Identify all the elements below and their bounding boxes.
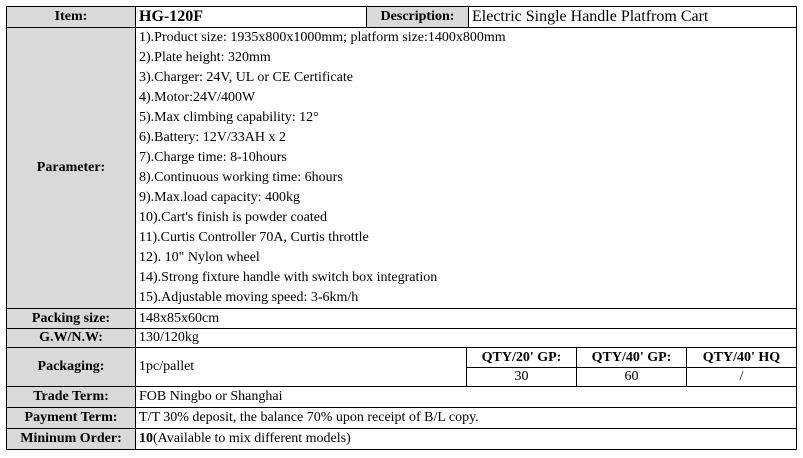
grid-line	[796, 6, 797, 450]
parameter-line: 6).Battery: 12V/33AH x 2	[139, 130, 286, 145]
trade-term-label: Trade Term:	[7, 387, 135, 407]
parameter-line: 11).Curtis Controller 70A, Curtis throttle	[139, 230, 369, 245]
item-label: Item:	[7, 7, 135, 27]
payment-term-value: T/T 30% deposit, the balance 70% upon receipt of B/L copy.	[139, 410, 479, 425]
grid-line	[6, 428, 797, 429]
parameter-line: 3).Charger: 24V, UL or CE Certificate	[139, 70, 353, 85]
parameter-line: 1).Product size: 1935x800x1000mm; platform size:1400x800mm	[139, 30, 506, 45]
parameter-line: 4).Motor:24V/400W	[139, 90, 256, 105]
parameter-line: 5).Max climbing capability: 12°	[139, 110, 319, 125]
grid-line	[6, 328, 797, 329]
minimum-order-value	[136, 429, 796, 449]
minimum-order-note: (Available to mix different models)	[153, 431, 351, 446]
parameter-line: 2).Plate height: 320mm	[139, 50, 271, 65]
trade-term-value: FOB Ningbo or Shanghai	[139, 389, 283, 404]
qty-40hq-header: QTY/40' HQ	[702, 349, 781, 365]
parameter-list	[136, 28, 796, 308]
item-value: HG-120F	[139, 8, 203, 25]
parameter-line: 14).Strong fixture handle with switch box integration	[139, 270, 438, 285]
grid-line	[6, 347, 797, 348]
spec-sheet-table	[6, 6, 797, 450]
grid-line	[686, 347, 687, 387]
qty-40gp-value: 60	[624, 369, 639, 384]
qty-20gp-header: QTY/20' GP:	[481, 349, 562, 365]
packaging-label: Packaging:	[7, 348, 135, 386]
description-value: Electric Single Handle Platfrom Cart	[472, 8, 709, 25]
grid-line	[468, 6, 469, 28]
grid-line	[466, 367, 797, 368]
grid-line	[6, 308, 797, 309]
parameter-line: 15).Adjustable moving speed: 3-6km/h	[139, 290, 359, 305]
grid-line	[366, 6, 367, 28]
grid-line	[135, 6, 136, 450]
grid-line	[6, 27, 797, 28]
grid-line	[576, 347, 577, 387]
grid-line	[466, 347, 467, 387]
parameter-line: 7).Charge time: 8-10hours	[139, 150, 287, 165]
grid-line	[6, 386, 797, 387]
weight-value: 130/120kg	[139, 330, 199, 345]
qty-40gp-header: QTY/40' GP:	[591, 349, 672, 365]
parameter-line: 10).Cart's finish is powder coated	[139, 210, 327, 225]
payment-term-label: Payment Term:	[7, 408, 135, 428]
parameter-line: 8).Continuous working time: 6hours	[139, 170, 343, 185]
grid-line	[6, 6, 7, 450]
packing-size-value: 148x85x60cm	[139, 310, 220, 326]
parameter-line: 12). 10" Nylon wheel	[139, 250, 260, 265]
parameter-line: 9).Max.load capacity: 400kg	[139, 190, 300, 205]
minimum-order-quantity: 10	[139, 431, 153, 446]
description-label: Description:	[367, 7, 468, 27]
grid-line	[6, 6, 797, 7]
grid-line	[6, 449, 797, 450]
weight-label: G.W/N.W:	[7, 329, 135, 347]
parameter-label: Parameter:	[7, 28, 135, 308]
grid-line	[6, 407, 797, 408]
qty-20gp-value: 30	[514, 369, 529, 384]
qty-40hq-value: /	[739, 369, 744, 384]
packaging-value: 1pc/pallet	[139, 359, 195, 374]
minimum-order-label: Mininum Order:	[7, 429, 135, 449]
packing-size-label: Packing size:	[7, 309, 135, 328]
